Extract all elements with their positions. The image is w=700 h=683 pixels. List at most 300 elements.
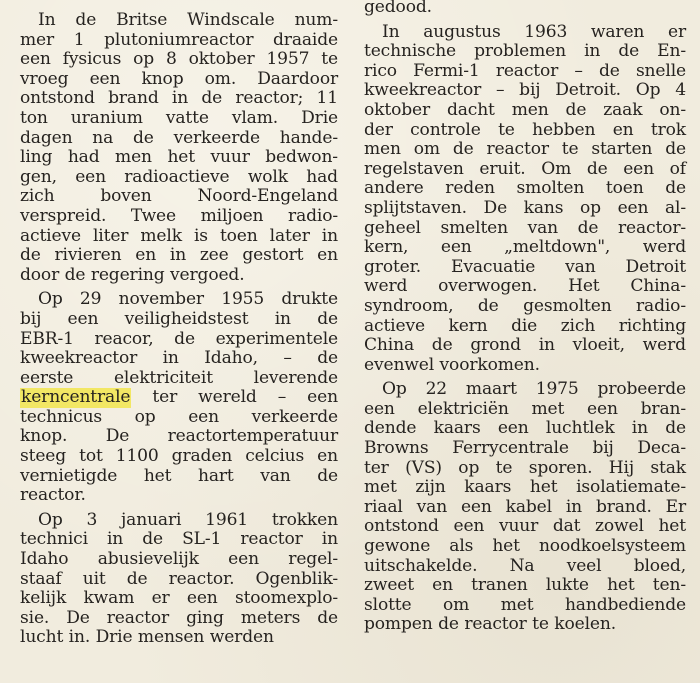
- word: kaars: [464, 477, 512, 498]
- word: overwogen.: [438, 276, 538, 297]
- word: toen: [605, 178, 644, 199]
- word: in: [106, 529, 124, 550]
- word: kern: [448, 315, 488, 336]
- word: met: [500, 594, 534, 615]
- word: de: [452, 139, 474, 160]
- word: in: [631, 418, 648, 439]
- article-line: [364, 219, 686, 239]
- article-line: [20, 589, 338, 609]
- word: oktober: [364, 99, 430, 120]
- word: de: [665, 139, 686, 160]
- word: gewone: [364, 536, 431, 557]
- word: de: [317, 465, 338, 486]
- word: de: [438, 614, 459, 635]
- article-line: [20, 11, 338, 31]
- word: fysicus: [62, 49, 122, 70]
- word: augustus: [423, 21, 501, 42]
- word: –: [574, 60, 583, 81]
- word: Hij: [608, 457, 635, 478]
- word: mensen: [137, 627, 205, 648]
- word: 1957: [266, 49, 310, 70]
- word: in: [584, 41, 601, 62]
- word: om: [413, 139, 440, 160]
- word: Britse: [116, 10, 168, 30]
- word: mer: [20, 29, 55, 50]
- word: de: [132, 127, 154, 148]
- word: er: [151, 588, 170, 609]
- word: der: [364, 119, 393, 140]
- word: ontstond: [20, 88, 95, 109]
- word: vuur: [210, 147, 250, 168]
- word: stak: [650, 457, 686, 478]
- word: 8: [165, 49, 177, 70]
- word: de: [126, 568, 148, 589]
- word: en: [317, 446, 338, 467]
- word: hande-: [279, 127, 338, 148]
- word: kans: [523, 197, 564, 218]
- word: reacor,: [94, 328, 154, 349]
- word: In: [382, 21, 400, 42]
- article-line: [20, 70, 338, 90]
- word: reactor;: [235, 88, 304, 109]
- word: Op: [38, 289, 63, 310]
- word: een: [453, 516, 485, 537]
- word: actieve: [364, 315, 425, 336]
- word: in: [538, 335, 555, 356]
- word: bloed,: [633, 555, 686, 576]
- word: Detroit: [625, 256, 686, 277]
- word: een: [623, 158, 655, 179]
- word: geheel: [364, 217, 421, 238]
- word: ten-: [652, 575, 686, 596]
- article-line: [364, 81, 686, 101]
- word: men: [511, 99, 549, 120]
- word: werden: [209, 627, 274, 648]
- word: stoomexplo-: [234, 588, 338, 609]
- article-line: [20, 511, 338, 531]
- word: de: [317, 607, 338, 628]
- word: 1975: [535, 379, 579, 400]
- word: een: [89, 68, 121, 89]
- word: de: [665, 178, 686, 199]
- article-line: [20, 609, 338, 629]
- word: reactor: [464, 614, 527, 635]
- article-line: [20, 129, 338, 149]
- article-line: [20, 467, 338, 487]
- word: rico: [364, 60, 397, 81]
- word: Er: [665, 496, 686, 517]
- word: ling: [20, 147, 53, 168]
- word: van: [260, 465, 291, 486]
- word: Op: [38, 509, 63, 530]
- word: hebben: [532, 119, 596, 140]
- article-line: [364, 238, 686, 258]
- word: miljoen: [200, 205, 264, 226]
- word: hart: [197, 465, 234, 486]
- word: 1961: [205, 509, 249, 530]
- article-line: [364, 478, 686, 498]
- word: die: [511, 315, 538, 336]
- word: op: [133, 49, 155, 70]
- word: de: [598, 60, 620, 81]
- word: men: [364, 139, 401, 160]
- word: na: [92, 127, 114, 148]
- word: abusievelijk: [97, 549, 199, 570]
- word: ton: [20, 107, 48, 128]
- word: een: [67, 308, 99, 329]
- word: Evacuatie: [451, 256, 536, 277]
- article-paragraph: [364, 0, 686, 18]
- word: knop.: [20, 426, 68, 447]
- article-line: [20, 187, 338, 207]
- word: om: [443, 594, 470, 615]
- article-line: [364, 498, 686, 518]
- article-line: [20, 486, 338, 506]
- word: werd: [642, 237, 686, 258]
- word: vatte: [165, 107, 209, 128]
- word: gedood.: [364, 0, 432, 17]
- word: bran-: [640, 398, 686, 419]
- article-line: [364, 179, 686, 199]
- word: Op: [635, 80, 661, 101]
- word: en: [135, 245, 157, 266]
- article-paragraph: [20, 290, 338, 506]
- word: smelten: [440, 217, 508, 238]
- article-line: [364, 42, 686, 62]
- word: experimentele: [215, 328, 338, 349]
- word: (VS): [405, 457, 442, 478]
- word: radio-: [636, 295, 686, 316]
- word: andere: [364, 178, 424, 199]
- article-line: [20, 31, 338, 51]
- word: te: [321, 49, 338, 70]
- word: melk: [140, 225, 182, 246]
- article-line: [20, 369, 338, 389]
- article-line: [20, 227, 338, 247]
- word: 22: [425, 379, 448, 400]
- article-line: [364, 537, 686, 557]
- word: de: [477, 295, 499, 316]
- word: het: [529, 477, 558, 498]
- word: had: [67, 147, 100, 168]
- word: snelle: [635, 60, 686, 81]
- word: een: [497, 418, 529, 439]
- word: graden: [171, 446, 233, 467]
- word: de: [565, 99, 587, 120]
- article-line: [364, 23, 686, 43]
- word: China-: [630, 276, 686, 297]
- article-line: [20, 447, 338, 467]
- article-line: [364, 317, 686, 337]
- article-line: [364, 0, 686, 18]
- word: starten: [591, 139, 653, 160]
- word: de: [317, 308, 338, 329]
- word: eruit.: [479, 158, 526, 179]
- article-line: [20, 550, 338, 570]
- word: Idaho: [20, 549, 69, 570]
- word: te: [498, 119, 515, 140]
- word: in: [171, 88, 189, 109]
- word: een: [364, 398, 395, 419]
- word: technicus: [20, 406, 103, 427]
- word: meters: [240, 607, 301, 628]
- word: een: [20, 49, 51, 70]
- word: knop: [141, 68, 184, 89]
- word: de: [665, 418, 686, 439]
- word: het: [658, 516, 686, 537]
- word: en: [432, 575, 453, 596]
- word: technische: [364, 41, 457, 62]
- word: gesmolten: [523, 295, 612, 316]
- article-line: [20, 427, 338, 447]
- word: in: [565, 496, 583, 517]
- word: In: [38, 10, 56, 30]
- word: China: [364, 335, 415, 356]
- word: vergoed.: [170, 264, 245, 285]
- word: de: [20, 245, 41, 266]
- word: slotte: [364, 594, 412, 615]
- article-line: [364, 258, 686, 278]
- word: –: [277, 387, 287, 408]
- word: de: [142, 529, 164, 550]
- word: 1: [73, 29, 85, 50]
- word: vloeit,: [572, 335, 625, 356]
- word: werd: [642, 335, 686, 356]
- word: 1100: [115, 446, 159, 467]
- word: actieve: [20, 225, 81, 246]
- word: dat: [552, 516, 581, 537]
- word: de: [75, 10, 97, 30]
- word: dende: [364, 418, 417, 439]
- article-line: [364, 277, 686, 297]
- word: de: [577, 217, 599, 238]
- word: had: [306, 166, 338, 187]
- word: splijtstaven.: [364, 197, 467, 218]
- word: verspreid.: [20, 205, 107, 226]
- article-line: [20, 330, 338, 350]
- word: van: [565, 256, 596, 277]
- word: zweet: [364, 575, 414, 596]
- word: Detroit.: [555, 80, 621, 101]
- word: „meltdown",: [504, 237, 611, 258]
- word: oktober: [188, 49, 255, 70]
- word: vlam.: [231, 107, 279, 128]
- article-line: [364, 356, 686, 376]
- article-line: [364, 400, 686, 420]
- word: probeerde: [597, 379, 686, 400]
- word: 11: [316, 88, 338, 109]
- word: zich: [560, 315, 596, 336]
- word: Daardoor: [257, 68, 338, 89]
- word: reactor: [495, 60, 559, 81]
- word: Deca-: [637, 438, 686, 459]
- word: regel-: [288, 549, 338, 570]
- word: met: [531, 398, 565, 419]
- word: Op: [382, 379, 407, 400]
- word: ontstond: [364, 516, 439, 537]
- word: lukte: [545, 575, 589, 596]
- word: verkeerde: [173, 127, 260, 148]
- word: een: [587, 398, 618, 419]
- word: EBR-1: [20, 328, 74, 349]
- article-line: [364, 62, 686, 82]
- word: bij: [20, 308, 42, 329]
- word: zich: [20, 186, 55, 207]
- word: Fermi-1: [413, 60, 480, 81]
- word: zijn: [415, 477, 446, 498]
- word: reactor.: [20, 485, 86, 506]
- word: januari: [121, 509, 182, 530]
- word: steeg: [20, 446, 67, 467]
- word: een: [188, 406, 219, 427]
- word: dacht: [446, 99, 495, 120]
- word: de: [174, 328, 195, 349]
- word: Na: [509, 555, 535, 576]
- word: het: [167, 147, 195, 168]
- word: een: [186, 588, 218, 609]
- word: er: [668, 21, 686, 42]
- word: sie.: [20, 607, 50, 628]
- word: al-: [664, 197, 686, 218]
- word: radioactieve: [124, 166, 230, 187]
- word: riaal: [364, 496, 403, 517]
- word: trokken: [271, 509, 338, 530]
- word: koelen.: [554, 614, 617, 635]
- word: kwam: [83, 588, 135, 609]
- word: als: [449, 536, 474, 557]
- word: is: [193, 225, 208, 246]
- word: radio-: [288, 205, 338, 226]
- word: men: [115, 147, 152, 168]
- word: celcius: [245, 446, 305, 467]
- word: van: [527, 217, 559, 238]
- word: gestort: [242, 245, 304, 266]
- word: bij: [519, 80, 541, 101]
- word: 1955: [221, 289, 265, 310]
- article-line: [364, 297, 686, 317]
- word: de: [586, 158, 608, 179]
- word: wolk: [247, 166, 288, 187]
- word: grond: [470, 335, 521, 356]
- word: isolatiemate-: [576, 477, 686, 498]
- article-line: [364, 557, 686, 577]
- word: later: [269, 225, 310, 246]
- word: in.: [68, 627, 91, 648]
- word: rivieren: [54, 245, 122, 266]
- word: plutoniumreactor: [104, 29, 254, 50]
- article-line: [364, 199, 686, 219]
- word: Browns: [364, 438, 429, 459]
- word: het: [492, 536, 520, 557]
- word: zowel: [595, 516, 644, 537]
- article-line: [20, 89, 338, 109]
- word: op: [458, 457, 480, 478]
- word: kaars: [433, 418, 481, 439]
- word: om.: [204, 68, 237, 89]
- word: pompen: [364, 614, 433, 635]
- word: Ferrycentrale: [452, 438, 569, 459]
- article-paragraph: [20, 11, 338, 285]
- word: leverende: [253, 367, 338, 388]
- word: een: [75, 166, 106, 187]
- word: smolten: [516, 178, 585, 199]
- article-line: [20, 570, 338, 590]
- word: Drie: [301, 107, 338, 128]
- article-column-right: [364, 0, 686, 635]
- word: num-: [294, 10, 338, 30]
- word: De: [483, 197, 508, 218]
- word: kelijk: [20, 588, 67, 609]
- word: De: [66, 607, 90, 628]
- word: de: [201, 88, 223, 109]
- word: SL-1: [182, 529, 222, 550]
- word: voorkomen.: [439, 354, 540, 375]
- word: Idaho,: [204, 348, 258, 369]
- word: luchtlek: [545, 418, 615, 439]
- word: controle: [410, 119, 481, 140]
- word: brand.: [595, 496, 652, 517]
- word: en: [317, 245, 338, 266]
- word: de: [618, 41, 640, 62]
- article-line: [20, 207, 338, 227]
- word: reactor: [106, 607, 170, 628]
- article-line: [364, 419, 686, 439]
- word: veiligheidstest: [124, 308, 249, 329]
- word: 4: [675, 80, 686, 101]
- word: waren: [590, 21, 645, 42]
- word: Om: [541, 158, 572, 179]
- word: in: [169, 245, 187, 266]
- word: op: [580, 197, 601, 218]
- article-line: [20, 388, 338, 408]
- word: ter: [364, 457, 389, 478]
- word: regering: [90, 264, 165, 285]
- word: veel: [566, 555, 602, 576]
- word: een: [307, 387, 338, 408]
- word: 3: [86, 509, 98, 530]
- word: en: [612, 119, 634, 140]
- word: syndroom,: [364, 295, 454, 316]
- article-line: [20, 349, 338, 369]
- word: te: [495, 457, 513, 478]
- article-paragraph: [364, 23, 686, 376]
- word: technici: [20, 529, 88, 550]
- word: Windscale: [187, 10, 275, 30]
- word: elektriciteit: [113, 367, 213, 388]
- highlighted-term: kerncentrale: [21, 387, 131, 408]
- article-line: [364, 576, 686, 596]
- article-line: [20, 50, 338, 70]
- word: groter.: [364, 256, 422, 277]
- word: vuur: [498, 516, 539, 537]
- word: met: [364, 477, 397, 498]
- word: op: [134, 406, 156, 427]
- word: –: [283, 348, 292, 369]
- word: een: [440, 237, 472, 258]
- word: Drie: [95, 627, 133, 648]
- article-paragraph: [364, 380, 686, 635]
- article-line: [364, 380, 686, 400]
- word: zee: [199, 245, 229, 266]
- word: of: [669, 158, 686, 179]
- word: vroeg: [20, 68, 69, 89]
- word: –: [495, 80, 505, 101]
- word: tranen: [471, 575, 528, 596]
- word: het: [143, 465, 172, 486]
- article-line: [364, 101, 686, 121]
- article-paragraph: [20, 511, 338, 648]
- word: uitschakelde.: [364, 555, 478, 576]
